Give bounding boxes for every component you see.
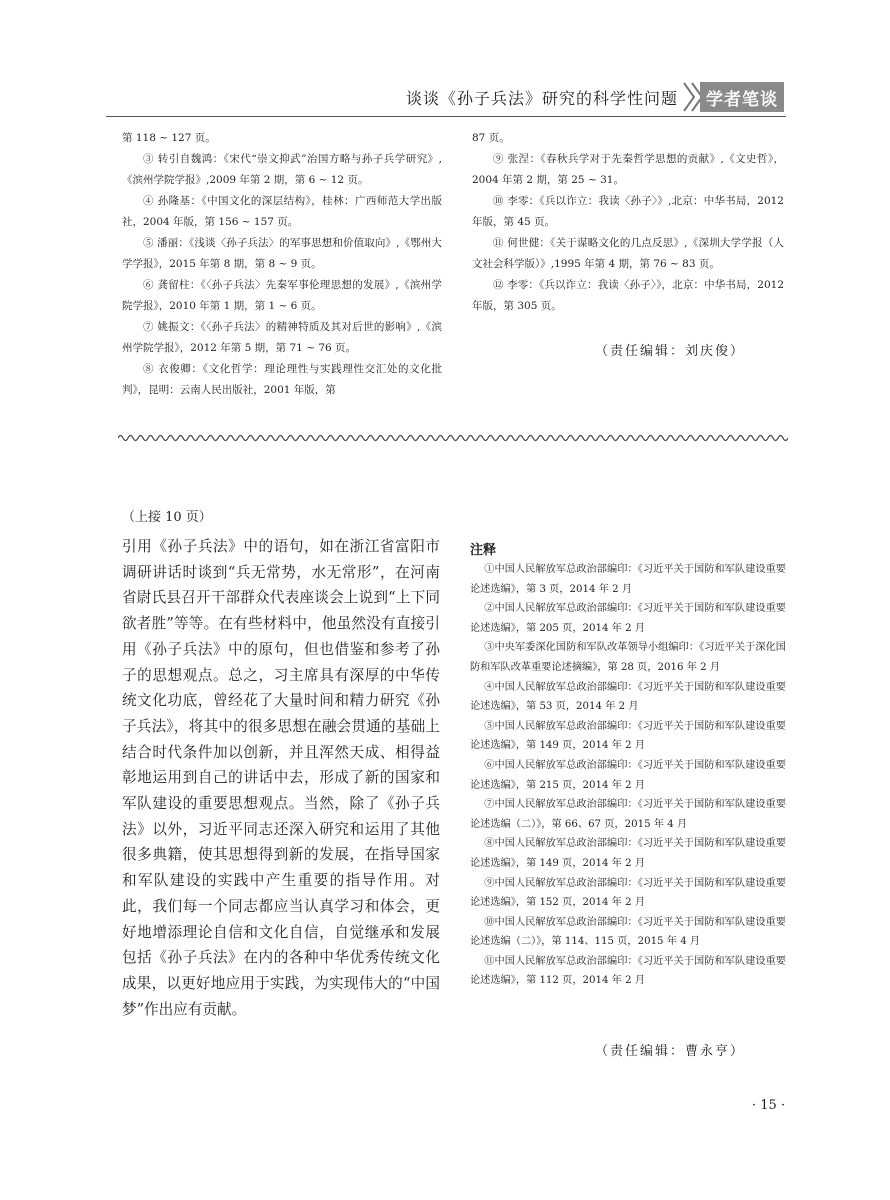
note-item: ④中国人民解放军总政治部编印：《习近平关于国防和军队建设重要论述选编》，第 53 页，2014 年 2 月 xyxy=(470,681,786,713)
body-paragraph: 引用《孙子兵法》中的语句，如在浙江省富阳市调研讲话时谈到“兵无常势，水无常形”，在河南省尉氏县召开干部群众代表座谈会上说到“上下同欲者胜”等等。在有些材料中，他虽然没有直接引用《孙子兵法》中的原句，但也借鉴和参考了孙子的思想观点。总之，习主席具有深厚的中华传统文化功底，曾经花了大量时间和精力研究《孙子兵法》，将其中的很多思想在融会贯通的基础上结合时代条件加以创新，并且浑然天成、相得益彰地运用到自己的讲话中去，形成了新的国家和军队建设的重要思想观点。当然，除了《孙子兵法》以外，习近平同志还深入研究和运用了其他很多典籍，使其思想得到新的发展，在指导国家和军队建设的实践中产生重要的指导作用。对此，我们每一个同志都应当认真学习和体会，更好地增添理论自信和文化自信，自觉继承和发展包括《孙子兵法》在内的各种中华优秀传统文化成果，以更好地应用于实践，为实现伟大的“中国梦”作出应有贡献。 xyxy=(122,538,440,1018)
wavy-separator xyxy=(118,430,788,446)
notes-heading: 注释 xyxy=(470,543,497,558)
reference-item: ⑩ 李零：《兵以诈立：我读〈孙子〉》,北京：中华书局，2012 年版，第 45 页。 xyxy=(472,195,784,228)
reference-item: ⑧ 衣俊卿：《文化哲学：理论理性与实践理性交汇处的文化批判》，昆明：云南人民出版社，2001 年版，第 xyxy=(122,363,442,396)
note-item: ⑦中国人民解放军总政治部编印：《习近平关于国防和军队建设重要论述选编（二）》，第 66、67 页，2015 年 4 月 xyxy=(470,799,786,830)
note-item: ⑧中国人民解放军总政治部编印：《习近平关于国防和军队建设重要论述选编》，第 149 页，2014 年 2 月 xyxy=(470,838,786,869)
page-number: · 15 · xyxy=(752,1098,786,1113)
header-rule xyxy=(106,116,786,117)
reference-item: 87 页。 xyxy=(472,132,510,144)
note-item: ⑨中国人民解放军总政治部编印：《习近平关于国防和军队建设重要论述选编》，第 152 页，2014 年 2 月 xyxy=(470,877,786,909)
section-badge: 学者笔谈 xyxy=(700,82,784,112)
reference-item: ⑤ 潘丽：《浅谈〈孙子兵法〉的军事思想和价值取向》,《鄂州大学学报》，2015 年第 8 期，第 8 ~ 9 页。 xyxy=(122,237,442,270)
references-left-column xyxy=(122,128,442,401)
note-item: ③中央军委深化国防和军队改革领导小组编印：《习近平关于深化国防和军队改革重要论述摘编》，第 28 页，2016 年 2 月 xyxy=(470,642,786,673)
article-body xyxy=(122,534,440,1022)
running-header-title: 谈谈《孙子兵法》研究的科学性问题 xyxy=(405,89,678,108)
reference-item: 第 118 ~ 127 页。 xyxy=(122,132,216,144)
note-item: ⑥中国人民解放军总政治部编印：《习近平关于国防和军队建设重要论述选编》，第 215 页，2014 年 2 月 xyxy=(470,759,786,791)
note-item: ⑩中国人民解放军总政治部编印：《习近平关于国防和军队建设重要论述选编（二）》，第 114、115 页，2015 年 4 月 xyxy=(470,916,786,948)
reference-item: ⑪ 何世健：《关于谋略文化的几点反思》,《深圳大学学报（人文社会科学版）》,1995 年第 4 期，第 76 ~ 83 页。 xyxy=(472,237,784,270)
reference-item: ⑨ 张涅：《春秋兵学对于先秦哲学思想的贡献》,《文史哲》，2004 年第 2 期，第 25 ~ 31。 xyxy=(472,153,784,186)
continued-from-label: （上接 10 页） xyxy=(122,510,212,525)
note-item: ⑤中国人民解放军总政治部编印：《习近平关于国防和军队建设重要论述选编》，第 149 页，2014 年 2 月 xyxy=(470,720,786,752)
note-item: ①中国人民解放军总政治部编印：《习近平关于国防和军队建设重要论述选编》，第 3 页，2014 年 2 月 xyxy=(470,564,786,595)
notes-list xyxy=(470,560,786,991)
responsible-editor: （责任编辑：曹永亨） xyxy=(594,1044,745,1059)
responsible-editor: （责任编辑：刘庆俊） xyxy=(594,344,745,359)
note-item: ⑪中国人民解放军总政治部编印：《习近平关于国防和军队建设重要论述选编》，第 112 页，2014 年 2 月 xyxy=(470,955,786,987)
reference-item: ⑥ 龚留柱：《〈孙子兵法〉先秦军事伦理思想的发展》,《滨州学院学报》，2010 年第 1 期，第 1 ~ 6 页。 xyxy=(122,279,442,312)
references-right-column xyxy=(472,128,784,317)
note-item: ②中国人民解放军总政治部编印：《习近平关于国防和军队建设重要论述选编》，第 205 页，2014 年 2 月 xyxy=(470,603,786,634)
reference-item: ④ 孙隆基：《中国文化的深层结构》，桂林：广西师范大学出版社，2004 年版，第 156 ~ 157 页。 xyxy=(122,195,442,228)
reference-item: ⑦ 姚振文：《〈孙子兵法〉的精神特质及其对后世的影响》,《滨州学院学报》，2012 年第 5 期，第 71 ~ 76 页。 xyxy=(122,321,442,354)
reference-item: ⑫ 李零：《兵以诈立：我读〈孙子〉》，北京：中华书局，2012 年版，第 305 页。 xyxy=(472,279,784,312)
reference-item: ③ 转引自魏鸿：《宋代“崇文抑武”治国方略与孙子兵学研究》,《滨州学院学报》,2009 年第 2 期，第 6 ~ 12 页。 xyxy=(122,153,442,186)
